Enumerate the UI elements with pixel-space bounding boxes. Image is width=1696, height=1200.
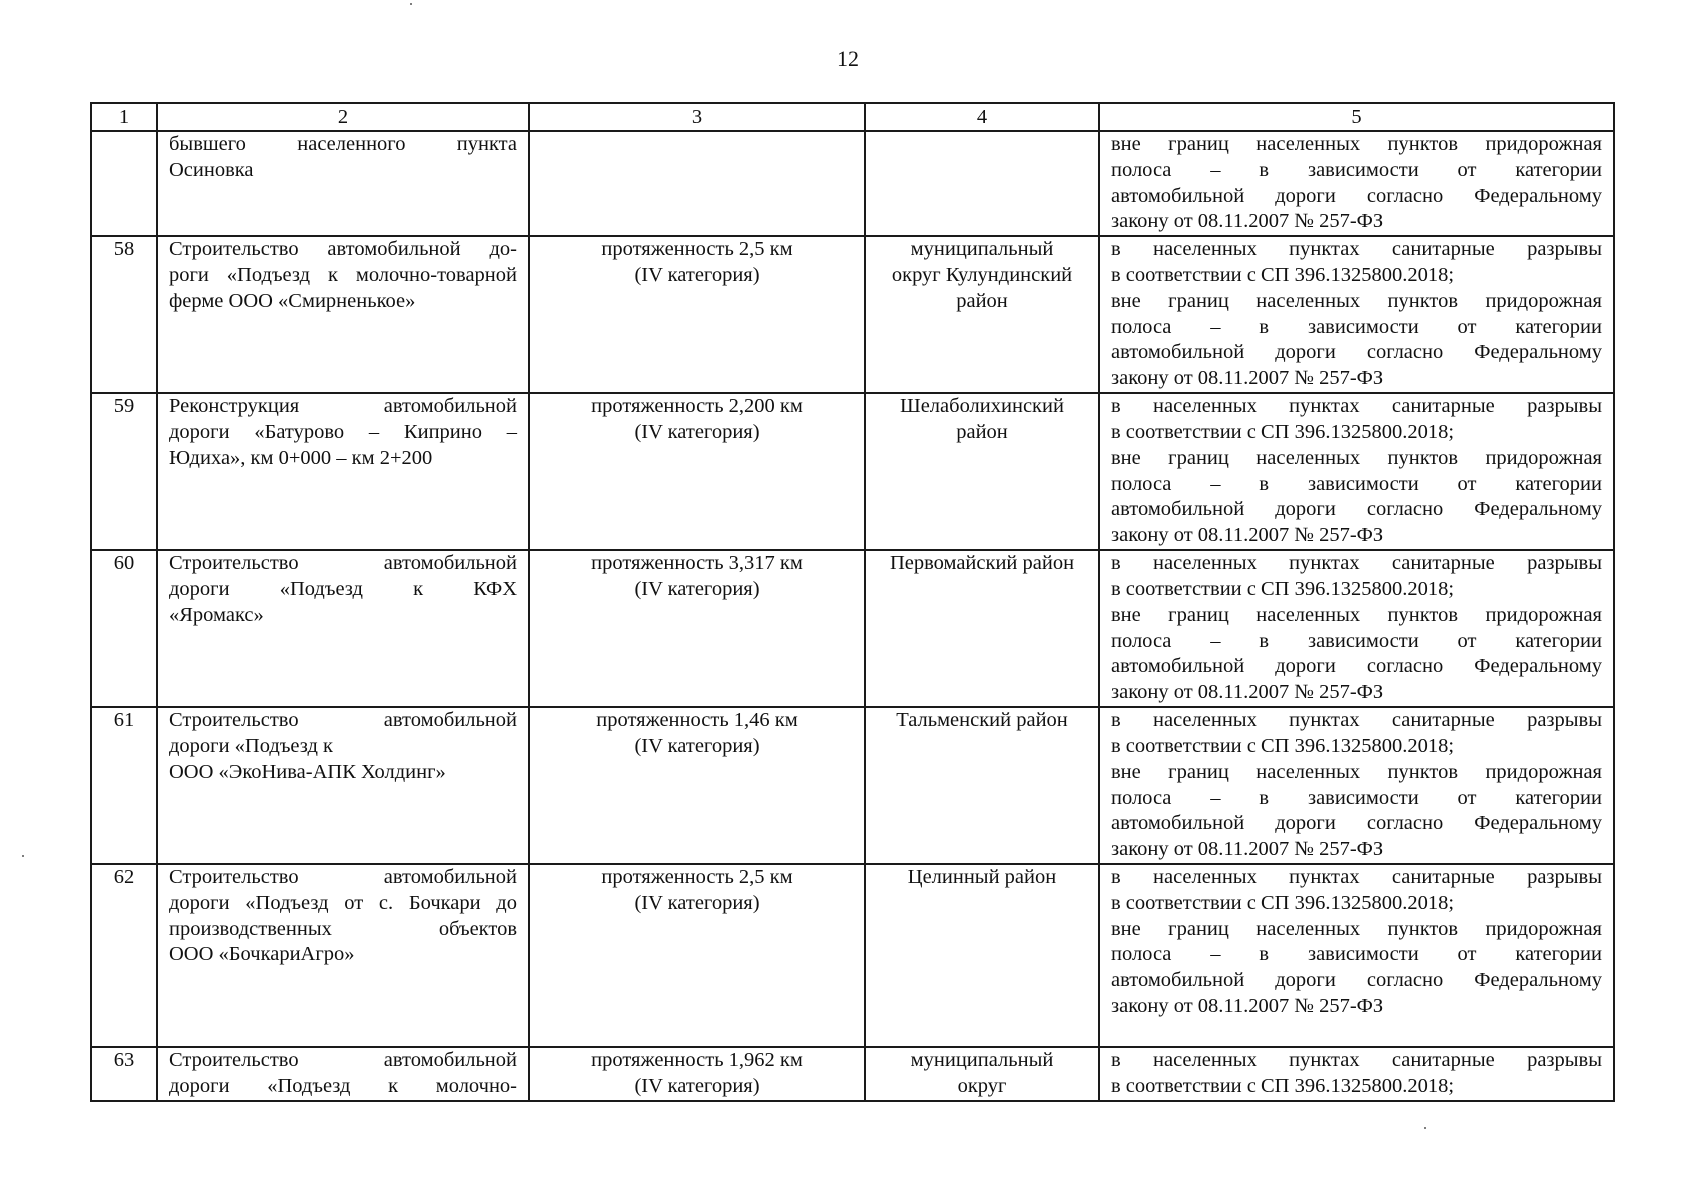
cell-text-line: Строительство автомобильной (169, 1048, 517, 1071)
object-name-cell (157, 393, 529, 550)
cell-text-line: Осиновка (169, 158, 254, 181)
cell-text-line: протяженность 2,200 км (591, 395, 803, 418)
cell-text-line: муниципальный (910, 238, 1054, 261)
cell-text-line: вне границ населенных пунктов придорожная (1111, 760, 1602, 783)
table-row (91, 393, 1614, 550)
cell-text-line: в населенных пунктах санитарные разрывы (1111, 1048, 1602, 1071)
object-parameters-cell (529, 1047, 865, 1101)
cell-text-line: Целинный район (907, 865, 1057, 888)
row-number-cell: 59 (91, 393, 157, 550)
column-header: 5 (1099, 103, 1614, 131)
cell-text-line: (IV категория) (634, 891, 760, 914)
zone-characteristics-cell (1099, 864, 1614, 1047)
cell-text-line: в населенных пунктах санитарные разрывы (1111, 865, 1602, 888)
zone-characteristics-cell (1099, 131, 1614, 236)
cell-text-line: полоса – в зависимости от категории (1111, 472, 1602, 495)
cell-text-line: производственных объектов (169, 917, 517, 940)
zone-characteristics-cell (1099, 236, 1614, 393)
cell-text-line: Строительство автомобильной до- (169, 238, 517, 261)
cell-text-line: район (956, 420, 1008, 443)
table-row (91, 236, 1614, 393)
cell-text-line: Реконструкция автомобильной (169, 395, 517, 418)
object-parameters-cell (529, 864, 865, 1047)
object-name-cell (157, 236, 529, 393)
zone-characteristics-cell (1099, 707, 1614, 864)
cell-text-line: автомобильной дороги согласно Федеральному (1111, 341, 1602, 364)
cell-text-line: протяженность 1,46 км (596, 709, 798, 732)
cell-text-line: закону от 08.11.2007 № 257-ФЗ (1111, 838, 1384, 861)
cell-text-line: полоса – в зависимости от категории (1111, 943, 1602, 966)
cell-text-line: дороги «Подъезд к молочно- (169, 1074, 517, 1097)
cell-text-line: (IV категория) (634, 263, 760, 286)
cell-text-line: автомобильной дороги согласно Федеральному (1111, 969, 1602, 992)
cell-text-line: протяженность 1,962 км (591, 1048, 803, 1071)
cell-text-line: Строительство автомобильной (169, 865, 517, 888)
cell-text-line: закону от 08.11.2007 № 257-ФЗ (1111, 367, 1384, 390)
cell-text-line: закону от 08.11.2007 № 257-ФЗ (1111, 524, 1384, 547)
cell-text-line: протяженность 2,5 км (601, 238, 793, 261)
object-name-cell (157, 131, 529, 236)
table-row (91, 864, 1614, 1047)
table-row (91, 550, 1614, 707)
cell-text-line: в соответствии с СП 396.1325800.2018; (1111, 263, 1455, 286)
cell-text-line: в соответствии с СП 396.1325800.2018; (1111, 734, 1455, 757)
cell-text-line: в соответствии с СП 396.1325800.2018; (1111, 891, 1455, 914)
cell-text-line: вне границ населенных пунктов придорожная (1111, 603, 1602, 626)
cell-text-line: протяженность 2,5 км (601, 865, 793, 888)
row-number-cell (91, 131, 157, 236)
cell-text-line: закону от 08.11.2007 № 257-ФЗ (1111, 210, 1384, 233)
scan-speck (22, 855, 24, 857)
objects-table (90, 102, 1615, 1102)
cell-text-line: Шелаболихинский (900, 395, 1064, 418)
object-location-cell (865, 1047, 1099, 1101)
cell-text-line: в соответствии с СП 396.1325800.2018; (1111, 420, 1455, 443)
cell-text-line: полоса – в зависимости от категории (1111, 629, 1602, 652)
cell-text-line: полоса – в зависимости от категории (1111, 158, 1602, 181)
cell-text-line: «Яромакс» (169, 603, 264, 626)
cell-text-line: полоса – в зависимости от категории (1111, 786, 1602, 809)
object-name-cell (157, 1047, 529, 1101)
cell-text-line: (IV категория) (634, 577, 760, 600)
cell-text-line: в населенных пунктах санитарные разрывы (1111, 238, 1602, 261)
cell-text-line: ферме ООО «Смирненькое» (169, 289, 416, 312)
cell-text-line: вне границ населенных пунктов придорожная (1111, 133, 1602, 155)
row-number-cell: 63 (91, 1047, 157, 1101)
object-parameters-cell (529, 131, 865, 236)
zone-characteristics-cell (1099, 550, 1614, 707)
column-number-row (91, 103, 1614, 131)
cell-text-line: дороги «Подъезд от с. Бочкари до (169, 891, 517, 914)
cell-text-line: автомобильной дороги согласно Федеральному (1111, 655, 1602, 678)
cell-text-line: роги «Подъезд к молочно-товарной (169, 263, 517, 286)
cell-text-line: дороги «Подъезд к КФХ (169, 577, 517, 600)
cell-text-line: вне границ населенных пунктов придорожная (1111, 446, 1602, 469)
column-header: 2 (157, 103, 529, 131)
cell-text-line: протяженность 3,317 км (591, 552, 803, 575)
object-location-cell (865, 393, 1099, 550)
page-number: 12 (837, 46, 859, 71)
cell-text-line: (IV категория) (634, 420, 760, 443)
object-location-cell (865, 707, 1099, 864)
object-parameters-cell (529, 707, 865, 864)
cell-text-line: в соответствии с СП 396.1325800.2018; (1111, 577, 1455, 600)
cell-text-line: бывшего населенного пункта (169, 133, 517, 155)
cell-text-line: вне границ населенных пунктов придорожная (1111, 289, 1602, 312)
object-location-cell (865, 550, 1099, 707)
cell-text-line: муниципальный (910, 1048, 1054, 1071)
cell-text-line: Первомайский район (889, 552, 1075, 575)
cell-text-line: автомобильной дороги согласно Федеральному (1111, 184, 1602, 207)
cell-text-line: дороги «Батурово – Киприно – (169, 420, 517, 443)
cell-text-line: Строительство автомобильной (169, 709, 517, 732)
cell-text-line: Строительство автомобильной (169, 552, 517, 575)
cell-text-line: район (956, 289, 1008, 312)
object-name-cell (157, 864, 529, 1047)
row-number-cell: 58 (91, 236, 157, 393)
cell-text-line: в населенных пунктах санитарные разрывы (1111, 709, 1602, 732)
row-number-cell: 60 (91, 550, 157, 707)
cell-text-line: округ Кулундинский (891, 263, 1073, 286)
cell-text-line: ООО «БочкариАгро» (169, 943, 355, 966)
cell-text-line: закону от 08.11.2007 № 257-ФЗ (1111, 681, 1384, 704)
table-row (91, 131, 1614, 236)
cell-text-line: вне границ населенных пунктов придорожная (1111, 917, 1602, 940)
zone-characteristics-cell (1099, 1047, 1614, 1101)
cell-text-line: (IV категория) (634, 734, 760, 757)
scan-speck (410, 3, 412, 5)
object-name-cell (157, 550, 529, 707)
column-header: 1 (91, 103, 157, 131)
row-number-cell: 61 (91, 707, 157, 864)
cell-text-line: полоса – в зависимости от категории (1111, 315, 1602, 338)
object-location-cell (865, 864, 1099, 1047)
column-header: 3 (529, 103, 865, 131)
scan-speck (1424, 1127, 1426, 1129)
row-number-cell: 62 (91, 864, 157, 1047)
object-location-cell (865, 236, 1099, 393)
cell-text-line: автомобильной дороги согласно Федеральному (1111, 812, 1602, 835)
table-row (91, 1047, 1614, 1101)
cell-text-line: в соответствии с СП 396.1325800.2018; (1111, 1074, 1455, 1097)
cell-text-line: Тальменский район (896, 709, 1068, 732)
zone-characteristics-cell (1099, 393, 1614, 550)
object-name-cell (157, 707, 529, 864)
cell-text-line: ООО «ЭкоНива-АПК Холдинг» (169, 760, 446, 783)
cell-text-line: Юдиха», км 0+000 – км 2+200 (169, 446, 433, 469)
cell-text-line: дороги «Подъезд к (169, 734, 334, 757)
cell-text-line: в населенных пунктах санитарные разрывы (1111, 552, 1602, 575)
cell-text-line: автомобильной дороги согласно Федеральному (1111, 498, 1602, 521)
cell-text-line: закону от 08.11.2007 № 257-ФЗ (1111, 994, 1384, 1017)
cell-text-line: округ (957, 1074, 1007, 1097)
cell-text-line: в населенных пунктах санитарные разрывы (1111, 395, 1602, 418)
object-location-cell (865, 131, 1099, 236)
object-parameters-cell (529, 393, 865, 550)
object-parameters-cell (529, 550, 865, 707)
cell-text-line: (IV категория) (634, 1074, 760, 1097)
table-row (91, 707, 1614, 864)
object-parameters-cell (529, 236, 865, 393)
column-header: 4 (865, 103, 1099, 131)
